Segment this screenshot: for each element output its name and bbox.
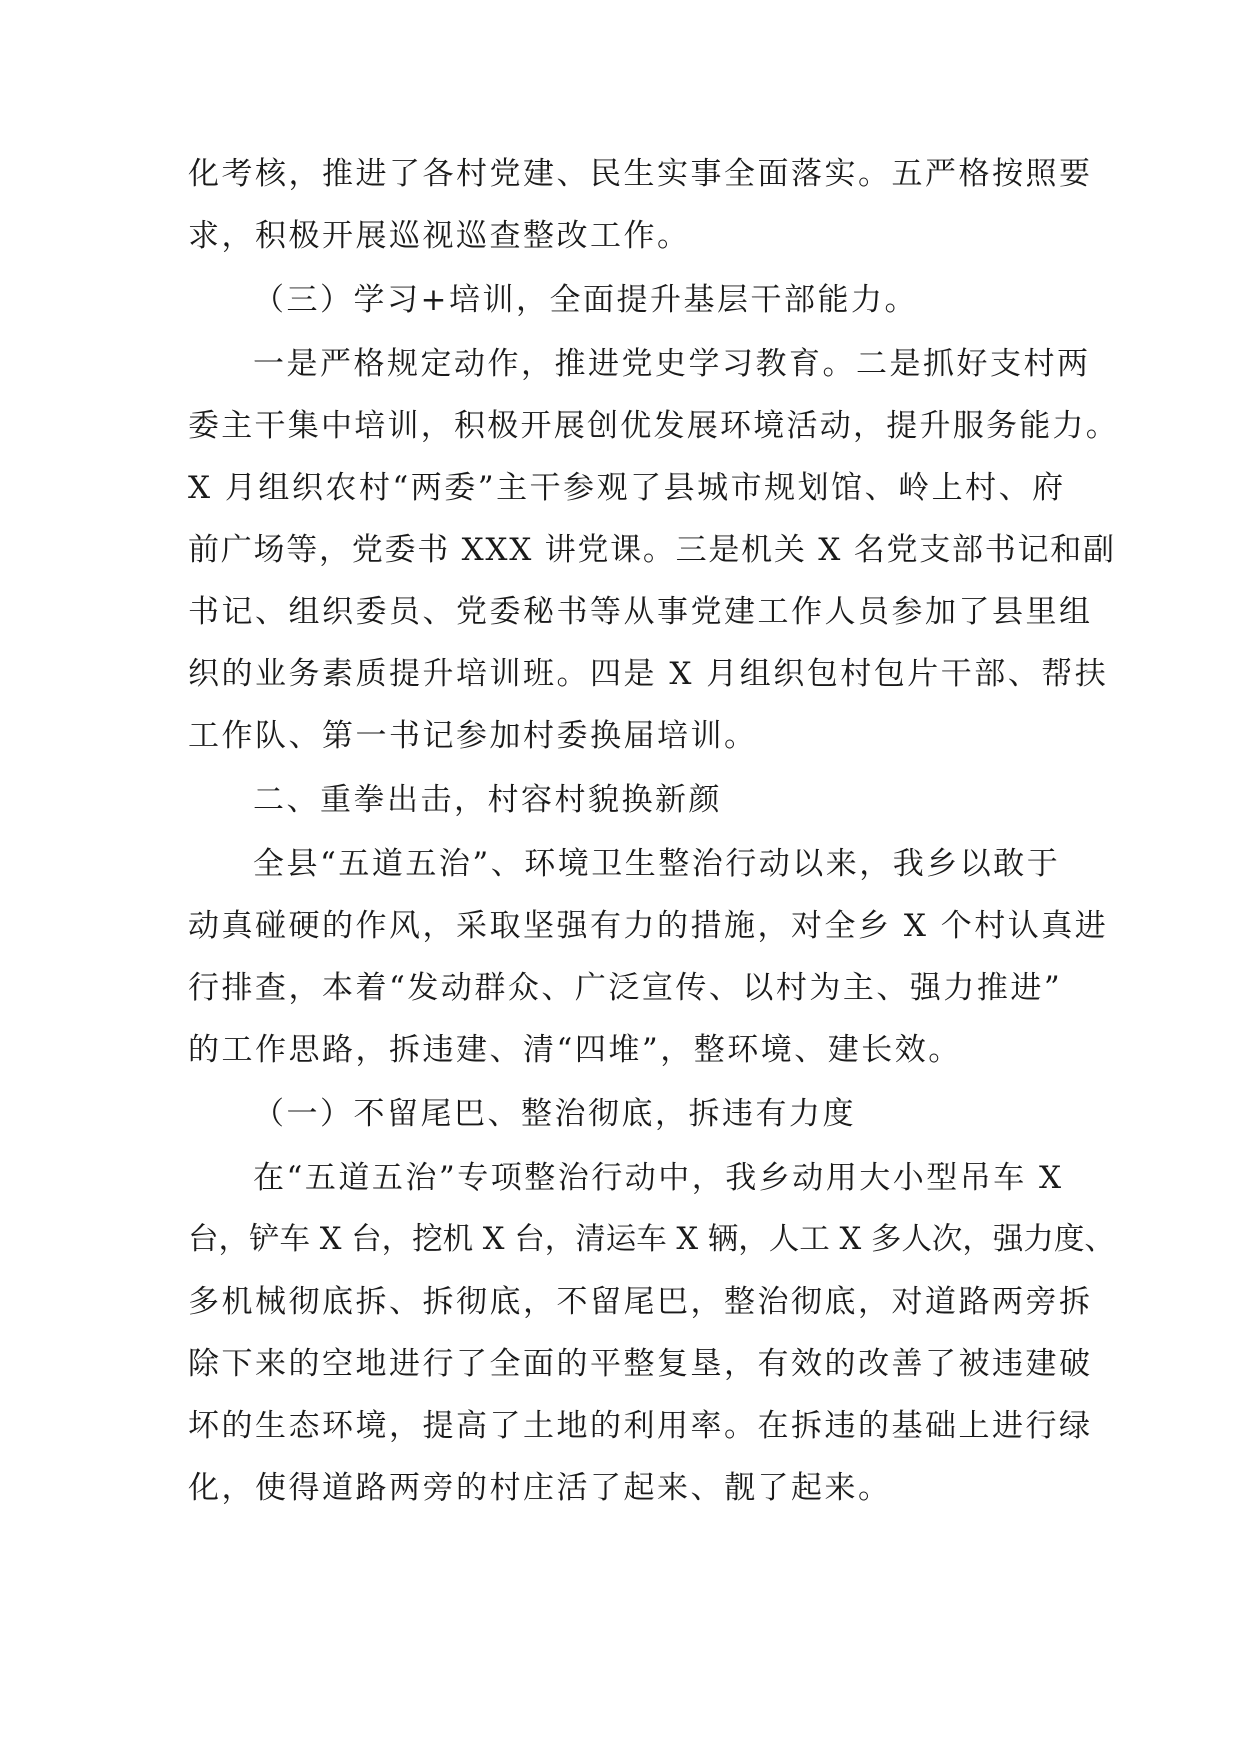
text-line: X 月组织农村“两委”主干参观了县城市规划馆、岭上村、府 (188, 470, 1066, 506)
text-line: 除下来的空地进行了全面的平整复垦，有效的改善了被违建破 (188, 1346, 1093, 1382)
text-line: 台，铲车 X 台，挖机 X 台，清运车 X 辆，人工 X 多人次，强力度、 (188, 1222, 1115, 1257)
text-line: 坏的生态环境，提高了土地的利用率。在拆违的基础上进行绿 (188, 1408, 1093, 1444)
text-line: 化，使得道路两旁的村庄活了起来、靓了起来。 (188, 1470, 892, 1506)
text-line: 的工作思路，拆违建、清“四堆”，整环境、建长效。 (188, 1032, 962, 1068)
text-line: 化考核，推进了各村党建、民生实事全面落实。五严格按照要 (188, 156, 1093, 192)
text-line: 在“五道五治”专项整治行动中，我乡动用大小型吊车 X (253, 1160, 1064, 1196)
section-heading: （三）学习+培训，全面提升基层干部能力。 (253, 282, 918, 318)
text-line: 求，积极开展巡视巡查整改工作。 (188, 218, 691, 254)
text-line: 多机械彻底拆、拆彻底，不留尾巴，整治彻底，对道路两旁拆 (188, 1284, 1093, 1320)
section-heading: （一）不留尾巴、整治彻底，拆违有力度 (253, 1096, 856, 1132)
text-line: 前广场等，党委书 XXX 讲党课。三是机关 X 名党支部书记和副 (188, 532, 1116, 568)
text-line: 全县“五道五治”、环境卫生整治行动以来，我乡以敢于 (253, 846, 1061, 882)
text-line: 织的业务素质提升培训班。四是 X 月组织包村包片干部、帮扶 (188, 656, 1109, 692)
text-line: 工作队、第一书记参加村委换届培训。 (188, 718, 758, 754)
text-line: 行排查，本着“发动群众、广泛宣传、以村为主、强力推进” (188, 970, 1063, 1006)
text-line: 委主干集中培训，积极开展创优发展环境活动，提升服务能力。 (188, 408, 1119, 444)
text-line: 一是严格规定动作，推进党史学习教育。二是抓好支村两 (253, 346, 1091, 382)
text-line: 书记、组织委员、党委秘书等从事党建工作人员参加了县里组 (188, 594, 1093, 630)
text-line: 动真碰硬的作风，采取坚强有力的措施，对全乡 X 个村认真进 (188, 908, 1109, 944)
section-heading: 二、重拳出击，村容村貌换新颜 (253, 782, 722, 818)
